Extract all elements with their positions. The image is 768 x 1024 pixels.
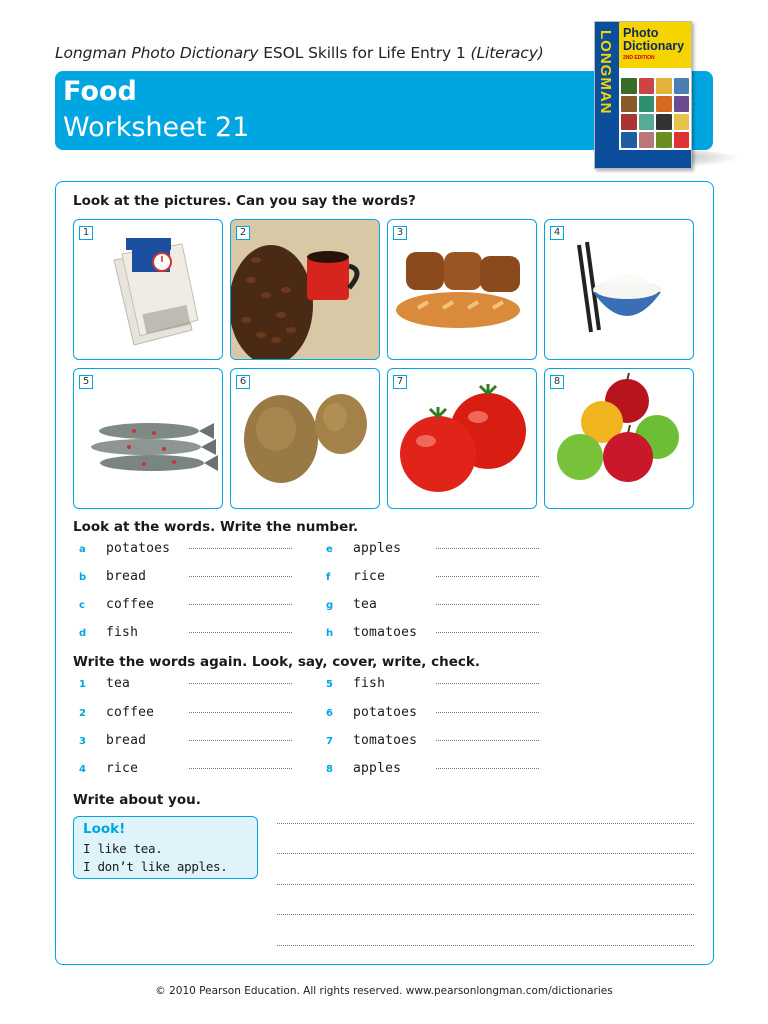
answer-line[interactable] (436, 683, 539, 684)
item-letter: f (326, 572, 331, 583)
section1-heading: Look at the pictures. Can you say the words? (73, 193, 416, 209)
bread-icon (388, 220, 537, 360)
worksheet-number: Worksheet 21 (63, 112, 250, 143)
answer-line[interactable] (436, 548, 539, 549)
writing-line-3[interactable] (277, 884, 694, 885)
item-number: 8 (326, 764, 333, 775)
item-letter: g (326, 600, 334, 611)
item-word: rice (106, 761, 139, 776)
item-word: apples (353, 541, 402, 556)
example-title: Look! (83, 821, 126, 837)
answer-line[interactable] (189, 740, 292, 741)
card-number: 4 (550, 226, 564, 240)
coffee-icon (231, 220, 380, 360)
card-number: 7 (393, 375, 407, 389)
item-number: 3 (79, 736, 86, 747)
page-title: Food (63, 76, 137, 107)
picture-card-4 (544, 219, 694, 360)
subtitle-paren: (Literacy) (470, 44, 544, 62)
book-cover-bottom (619, 150, 692, 169)
item-word: potatoes (353, 705, 418, 720)
item-word: coffee (106, 705, 155, 720)
fish-icon (74, 369, 223, 509)
item-word: potatoes (106, 541, 171, 556)
item-word: apples (353, 761, 402, 776)
item-number: 5 (326, 679, 333, 690)
example-line-1: I like tea. (83, 841, 163, 856)
item-number: 7 (326, 736, 333, 747)
picture-card-3 (387, 219, 537, 360)
item-number: 1 (79, 679, 86, 690)
answer-line[interactable] (189, 632, 292, 633)
card-number: 8 (550, 375, 564, 389)
answer-line[interactable] (189, 768, 292, 769)
item-word: fish (353, 676, 386, 691)
book-photo-grid (621, 78, 689, 148)
writing-line-1[interactable] (277, 823, 694, 824)
item-number: 4 (79, 764, 86, 775)
answer-line[interactable] (189, 576, 292, 577)
book-title (623, 27, 684, 53)
answer-line[interactable] (436, 604, 539, 605)
copyright-footer: © 2010 Pearson Education. All rights reserved. www.pearsonlongman.com/dictionaries (155, 985, 613, 997)
book-edition: 2ND EDITION (623, 55, 655, 61)
section2-heading: Look at the words. Write the number. (73, 519, 359, 535)
rice-icon (545, 220, 694, 360)
item-letter: c (79, 600, 85, 611)
item-number: 2 (79, 708, 86, 719)
card-number: 2 (236, 226, 250, 240)
answer-line[interactable] (436, 632, 539, 633)
item-letter: d (79, 628, 87, 639)
section4-heading: Write about you. (73, 792, 201, 808)
answer-line[interactable] (189, 548, 292, 549)
card-number: 5 (79, 375, 93, 389)
item-word: bread (106, 733, 147, 748)
picture-card-6 (230, 368, 380, 509)
answer-line[interactable] (189, 604, 292, 605)
item-letter: b (79, 572, 87, 583)
book-title-line1: Photo (623, 26, 659, 40)
example-box (73, 816, 258, 879)
picture-card-8 (544, 368, 694, 509)
item-word: bread (106, 569, 147, 584)
answer-line[interactable] (436, 768, 539, 769)
item-word: tomatoes (353, 733, 418, 748)
answer-line[interactable] (189, 712, 292, 713)
item-word: coffee (106, 597, 155, 612)
potatoes-icon (231, 369, 380, 509)
picture-card-7 (387, 368, 537, 509)
item-letter: e (326, 544, 333, 555)
answer-line[interactable] (436, 712, 539, 713)
apples-icon (545, 369, 694, 509)
item-word: rice (353, 569, 386, 584)
item-word: tea (106, 676, 131, 691)
example-line-2: I don’t like apples. (83, 859, 228, 874)
answer-line[interactable] (436, 576, 539, 577)
tea-bags-icon (74, 220, 223, 360)
answer-line[interactable] (436, 740, 539, 741)
subtitle-plain: ESOL Skills for Life Entry 1 (258, 44, 471, 62)
document-subtitle (55, 44, 544, 62)
section3-heading: Write the words again. Look, say, cover, write, check. (73, 654, 480, 670)
item-word: tea (353, 597, 378, 612)
book-title-line2: Dictionary (623, 39, 685, 53)
card-number: 6 (236, 375, 250, 389)
book-spine (595, 22, 619, 168)
card-number: 3 (393, 226, 407, 240)
item-word: tomatoes (353, 625, 418, 640)
item-letter: a (79, 544, 86, 555)
book-cover-image (594, 21, 692, 169)
item-word: fish (106, 625, 139, 640)
writing-line-2[interactable] (277, 853, 694, 854)
writing-line-4[interactable] (277, 914, 694, 915)
picture-card-2 (230, 219, 380, 360)
card-number: 1 (79, 226, 93, 240)
picture-card-1 (73, 219, 223, 360)
book-spine-text: LONGMAN (597, 30, 614, 115)
picture-card-5 (73, 368, 223, 509)
tomatoes-icon (388, 369, 537, 509)
subtitle-italic: Longman Photo Dictionary (55, 44, 259, 62)
item-letter: h (326, 628, 334, 639)
item-number: 6 (326, 708, 333, 719)
writing-line-5[interactable] (277, 945, 694, 946)
answer-line[interactable] (189, 683, 292, 684)
